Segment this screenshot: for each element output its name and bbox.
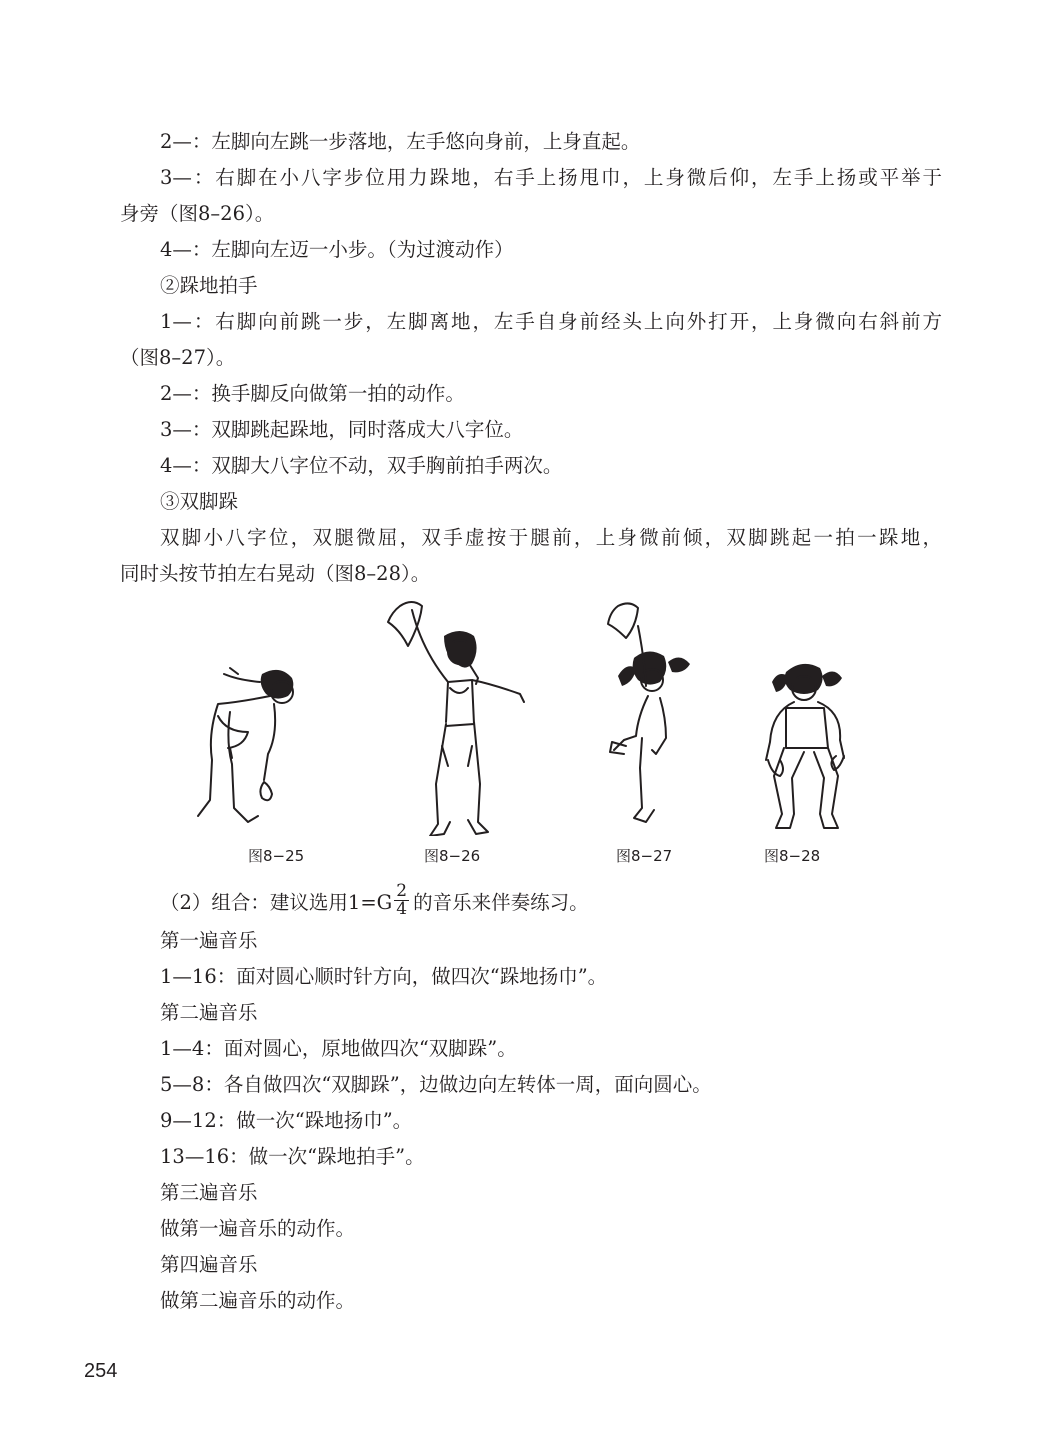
dancer-raising-kerchief-icon [380, 596, 530, 836]
paragraph-line: 4—：双脚大八字位不动，双手胸前拍手两次。 [160, 454, 563, 477]
paragraph-line: 2—：左脚向左跳一步落地，左手悠向身前，上身直起。 [160, 130, 641, 153]
paragraph-line: 1—4：面对圆心，原地做四次“双脚跺”。 [160, 1037, 517, 1060]
section-heading: 第四遍音乐 [160, 1253, 258, 1276]
time-signature-numerator: 2 [396, 881, 408, 901]
figure-caption: 图8−26 [424, 847, 481, 865]
section-heading: 第一遍音乐 [160, 929, 258, 952]
dancer-squatting-icon [760, 596, 860, 836]
figure-caption: 图8−25 [248, 847, 305, 865]
paragraph-line: 5—8：各自做四次“双脚跺”，边做边向左转体一周，面向圆心。 [160, 1073, 712, 1096]
paragraph-line: （图8–27）。 [120, 346, 236, 369]
section-heading: ③双脚跺 [160, 490, 239, 513]
paragraph-line: 1—：右脚向前跳一步，左脚离地，左手自身前经头上向外打开，上身微向右斜前方 [160, 310, 942, 333]
figure-caption: 图8−28 [764, 847, 821, 865]
paragraph-line: 做第一遍音乐的动作。 [160, 1217, 356, 1240]
time-signature [394, 883, 409, 918]
paragraph-line: 13—16：做一次“跺地拍手”。 [160, 1145, 425, 1168]
paragraph-line: 1—16：面对圆心顺时针方向，做四次“跺地扬巾”。 [160, 965, 608, 988]
section-heading: 第二遍音乐 [160, 1001, 258, 1024]
paragraph-line: 4—：左脚向左迈一小步。（为过渡动作） [160, 238, 514, 261]
paragraph-line: 双脚小八字位，双腿微屈，双手虚按于腿前，上身微前倾，双脚跳起一拍一跺地， [160, 526, 942, 549]
figure-caption: 图8−27 [616, 847, 673, 865]
paragraph-line: 做第二遍音乐的动作。 [160, 1289, 356, 1312]
section-heading: 第三遍音乐 [160, 1181, 258, 1204]
paragraph-line: 身旁（图8–26）。 [120, 202, 275, 225]
combo-prefix: （2）组合：建议选用1=G [160, 891, 393, 914]
paragraph-line: 3—：右脚在小八字步位用力跺地，右手上扬甩巾，上身微后仰，左手上扬或平举于 [160, 166, 942, 189]
dancer-bending-icon [190, 596, 320, 836]
section-heading: ②跺地拍手 [160, 274, 258, 297]
time-signature-denominator: 4 [396, 899, 408, 919]
paragraph-line: 3—：双脚跳起跺地，同时落成大八字位。 [160, 418, 524, 441]
page-number: 254 [84, 1360, 118, 1382]
combo-line [160, 881, 982, 922]
paragraph-line: 2—：换手脚反向做第一拍的动作。 [160, 382, 465, 405]
paragraph-line: 同时头按节拍左右晃动（图8–28）。 [120, 562, 431, 585]
combo-suffix: 的音乐来伴奏练习。 [413, 891, 589, 914]
paragraph-line: 9—12：做一次“跺地扬巾”。 [160, 1109, 413, 1132]
dancer-hopping-icon [598, 596, 698, 836]
